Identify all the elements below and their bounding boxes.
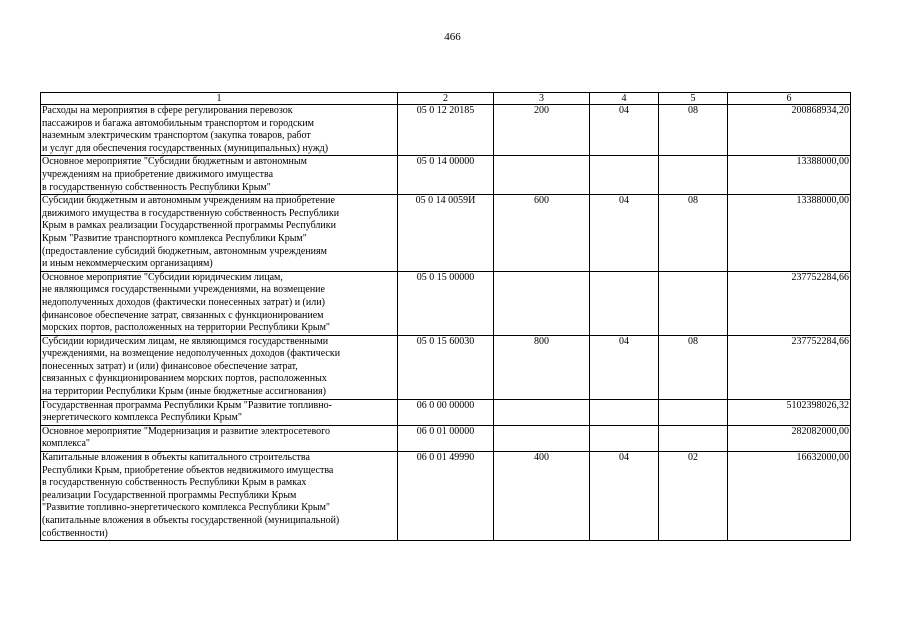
row-code: 06 0 01 49990 bbox=[398, 452, 494, 541]
row-amount: 282082000,00 bbox=[728, 425, 851, 451]
row-col3: 400 bbox=[494, 452, 590, 541]
row-col4 bbox=[590, 156, 659, 195]
row-col3 bbox=[494, 425, 590, 451]
row-col3 bbox=[494, 399, 590, 425]
row-col5: 08 bbox=[659, 195, 728, 272]
row-col3: 600 bbox=[494, 195, 590, 272]
table-row bbox=[41, 399, 851, 425]
row-name: Субсидии бюджетным и автономным учреждениям на приобретение движимого имущества в государственную собственность Республики Крым в рамках реализации Государственной программы Республики Крым "Развитие транспортного комплекса Республики Крым" (предоставление субсидий бюджетным, автономным учреждениям и иным некоммерческим организациям) bbox=[41, 195, 398, 272]
row-amount: 5102398026,32 bbox=[728, 399, 851, 425]
column-header: 5 bbox=[659, 93, 728, 105]
table-row bbox=[41, 271, 851, 335]
row-name: Основное мероприятие "Субсидии бюджетным и автономным учреждениям на приобретение движимого имущества в государственную собственность Республики Крым" bbox=[41, 156, 398, 195]
row-col4: 04 bbox=[590, 452, 659, 541]
table-row bbox=[41, 195, 851, 272]
row-code: 05 0 14 00000 bbox=[398, 156, 494, 195]
row-col4 bbox=[590, 271, 659, 335]
row-col5 bbox=[659, 156, 728, 195]
row-col3 bbox=[494, 271, 590, 335]
row-amount: 13388000,00 bbox=[728, 156, 851, 195]
row-code: 06 0 01 00000 bbox=[398, 425, 494, 451]
row-col4: 04 bbox=[590, 335, 659, 399]
row-amount: 16632000,00 bbox=[728, 452, 851, 541]
row-name: Субсидии юридическим лицам, не являющимся государственными учреждениями, на возмещение недополученных доходов (фактически понесенных затрат) и (или) финансовое обеспечение затрат, связанных с функционированием морских портов, расположенных на территории Республики Крым (иные бюджетные ассигнования) bbox=[41, 335, 398, 399]
row-amount: 237752284,66 bbox=[728, 271, 851, 335]
budget-table bbox=[40, 92, 851, 541]
table-row bbox=[41, 452, 851, 541]
row-col4: 04 bbox=[590, 195, 659, 272]
table-row bbox=[41, 425, 851, 451]
row-code: 05 0 12 20185 bbox=[398, 105, 494, 156]
row-code: 05 0 15 60030 bbox=[398, 335, 494, 399]
row-amount: 13388000,00 bbox=[728, 195, 851, 272]
row-name: Государственная программа Республики Крым "Развитие топливно- энергетического комплекса Республики Крым" bbox=[41, 399, 398, 425]
row-col4: 04 bbox=[590, 105, 659, 156]
row-col4 bbox=[590, 399, 659, 425]
row-name: Расходы на мероприятия в сфере регулирования перевозок пассажиров и багажа автомобильным транспортом и городским наземным электрическим транспортом (закупка товаров, работ и услуг для обеспечения государственных (муниципальных) нужд) bbox=[41, 105, 398, 156]
table-row bbox=[41, 105, 851, 156]
table-header-row bbox=[41, 93, 851, 105]
row-col5: 08 bbox=[659, 105, 728, 156]
page-number: 466 bbox=[444, 31, 461, 43]
column-header: 3 bbox=[494, 93, 590, 105]
row-col5 bbox=[659, 425, 728, 451]
column-header: 1 bbox=[41, 93, 398, 105]
row-code: 05 0 15 00000 bbox=[398, 271, 494, 335]
row-col5: 02 bbox=[659, 452, 728, 541]
table-row bbox=[41, 156, 851, 195]
row-code: 06 0 00 00000 bbox=[398, 399, 494, 425]
row-col5 bbox=[659, 399, 728, 425]
row-col4 bbox=[590, 425, 659, 451]
row-col5: 08 bbox=[659, 335, 728, 399]
row-code: 05 0 14 0059И bbox=[398, 195, 494, 272]
row-col3: 800 bbox=[494, 335, 590, 399]
row-amount: 200868934,20 bbox=[728, 105, 851, 156]
row-amount: 237752284,66 bbox=[728, 335, 851, 399]
column-header: 6 bbox=[728, 93, 851, 105]
row-col3 bbox=[494, 156, 590, 195]
row-name: Основное мероприятие "Субсидии юридическим лицам, не являющимся государственными учреждениями, на возмещение недополученных доходов (фактически понесенных затрат) и (или) финансовое обеспечение затрат, связанных с функционированием морских портов, расположенных на территории Республики Крым" bbox=[41, 271, 398, 335]
row-name: Капитальные вложения в объекты капитального строительства Республики Крым, приобретение объектов недвижимого имущества в государственную собственность Республики Крым в рамках реализации Государственной программы Республики Крым "Развитие топливно-энергетического комплекса Республики Крым" (капитальные вложения в объекты государственной (муниципальной) собственности) bbox=[41, 452, 398, 541]
column-header: 4 bbox=[590, 93, 659, 105]
column-header: 2 bbox=[398, 93, 494, 105]
table-row bbox=[41, 335, 851, 399]
row-col3: 200 bbox=[494, 105, 590, 156]
row-col5 bbox=[659, 271, 728, 335]
row-name: Основное мероприятие "Модернизация и развитие электросетевого комплекса" bbox=[41, 425, 398, 451]
